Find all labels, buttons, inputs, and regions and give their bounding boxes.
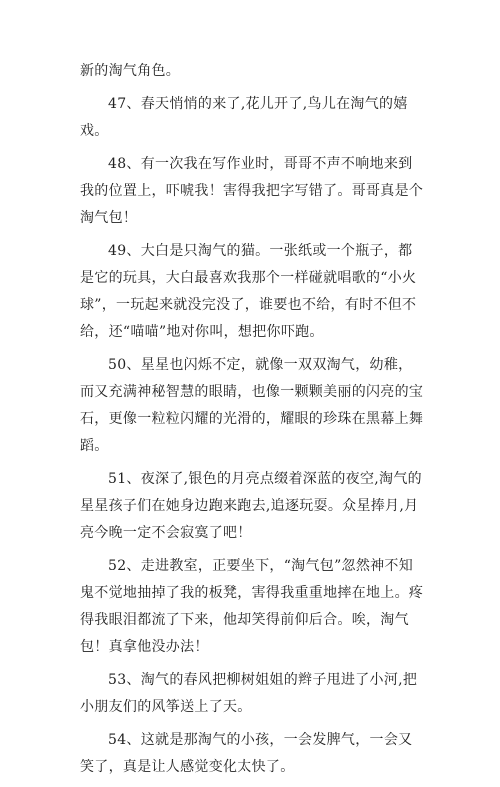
paragraph-item-53: 53、淘气的春风把柳树姐姐的辫子甩进了小河,把小朋友们的风筝送上了天。: [80, 672, 418, 715]
paragraph-item-47: 47、春天悄悄的来了,花儿开了,鸟儿在淘气的嬉戏。: [80, 96, 408, 139]
paragraph-item-51: 51、夜深了,银色的月亮点缀着深蓝的夜空,淘气的星星孩子们在她身边跑来跑去,追逐玩耍。众星捧月,月亮今晚一定不会寂寞了吧！: [80, 471, 422, 541]
paragraph-continuation: 新的淘气角色。: [80, 63, 181, 79]
paragraph-item-54: 54、这就是那淘气的小孩，一会发脾气，一会又笑了，真是让人感觉变化太快了。: [80, 732, 413, 775]
paragraph-item-50: 50、星星也闪烁不定，就像一双双淘气，幼稚，而又充满神秘智慧的眼睛，也像一颗颗美丽的闪亮的宝石，更像一粒粒闪耀的光滑的，耀眼的珍珠在黑幕上舞蹈。: [80, 357, 424, 454]
paragraph-item-49: 49、大白是只淘气的猫。一张纸或一个瓶子，都是它的玩具，大白最喜欢我那个一样碰就唱歌的“小火球”，一玩起来就没完没了，谁要也不给，有时不但不给，还“喵喵”地对你叫，想把你吓跑。: [80, 243, 417, 340]
paragraph-item-52: 52、走进教室，正要坐下，“淘气包”忽然神不知鬼不觉地抽掉了我的板凳，害得我重重地摔在地上。疼得我眼泪都流了下来，他却笑得前仰后合。唉，淘气包！真拿他没办法！: [80, 558, 424, 655]
document-body: [80, 58, 425, 787]
paragraph-item-48: 48、有一次我在写作业时，哥哥不声不响地来到我的位置上，吓唬我！害得我把字写错了。哥哥真是个淘气包！: [80, 156, 424, 226]
